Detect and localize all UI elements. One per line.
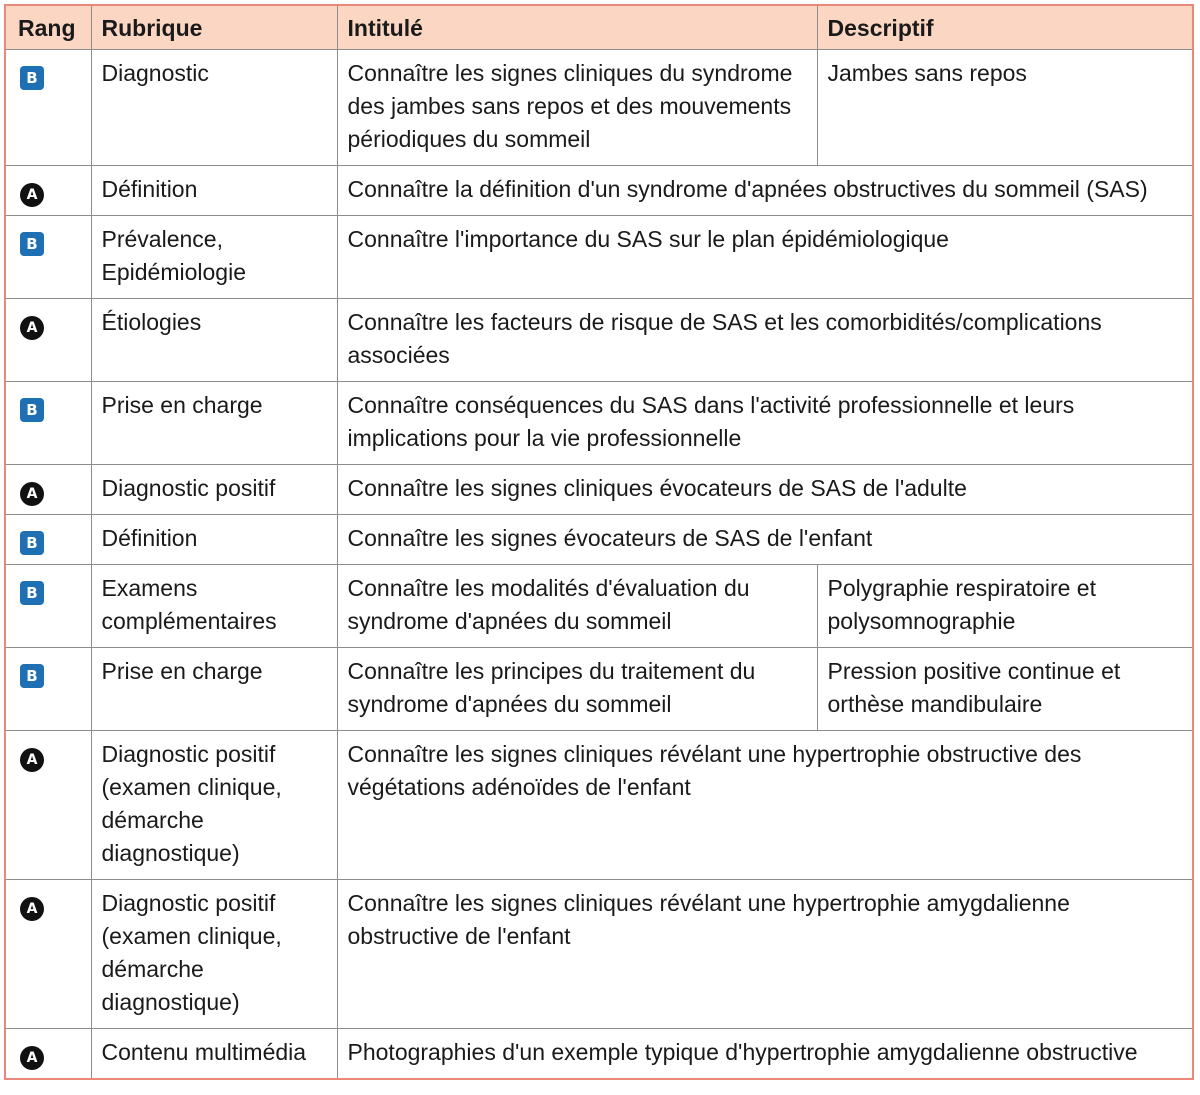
- rang-a-badge-icon: A: [20, 1046, 44, 1070]
- rang-cell: [5, 880, 91, 1029]
- table-body: [5, 50, 1193, 1080]
- rubrique-cell: Prévalence, Epidémiologie: [91, 216, 337, 299]
- rang-cell: [5, 648, 91, 731]
- rubrique-cell: Examens complémentaires: [91, 565, 337, 648]
- rang-cell: [5, 731, 91, 880]
- intitule-cell: Connaître les signes cliniques révélant une hypertrophie obstructive des végétations adénoïdes de l'enfant: [337, 731, 1193, 880]
- table-row: [5, 465, 1193, 515]
- rang-cell: [5, 299, 91, 382]
- table-row: [5, 731, 1193, 880]
- descriptif-cell: Polygraphie respiratoire et polysomnographie: [817, 565, 1193, 648]
- rang-b-badge-icon: B: [20, 232, 44, 256]
- intitule-cell: Connaître les signes cliniques révélant une hypertrophie amygdalienne obstructive de l'enfant: [337, 880, 1193, 1029]
- rubrique-cell: Contenu multimédia: [91, 1029, 337, 1080]
- intitule-cell: Photographies d'un exemple typique d'hypertrophie amygdalienne obstructive: [337, 1029, 1193, 1080]
- objectives-table: [4, 4, 1194, 1080]
- rang-a-badge-icon: A: [20, 316, 44, 340]
- rubrique-cell: Prise en charge: [91, 648, 337, 731]
- rang-cell: [5, 166, 91, 216]
- rang-cell: [5, 50, 91, 166]
- intitule-cell: Connaître conséquences du SAS dans l'activité professionnelle et leurs implications pour la vie professionnelle: [337, 382, 1193, 465]
- table-row: [5, 565, 1193, 648]
- rang-cell: [5, 565, 91, 648]
- rang-a-badge-icon: A: [20, 748, 44, 772]
- table-row: [5, 515, 1193, 565]
- objectives-table-wrapper: [4, 4, 1192, 1080]
- intitule-cell: Connaître les signes évocateurs de SAS de l'enfant: [337, 515, 1193, 565]
- rubrique-cell: Étiologies: [91, 299, 337, 382]
- rang-a-badge-icon: A: [20, 183, 44, 207]
- table-header-row: [5, 5, 1193, 50]
- descriptif-cell: Jambes sans repos: [817, 50, 1193, 166]
- rang-cell: [5, 515, 91, 565]
- table-row: [5, 648, 1193, 731]
- intitule-cell: Connaître l'importance du SAS sur le plan épidémiologique: [337, 216, 1193, 299]
- descriptif-cell: Pression positive continue et orthèse mandibulaire: [817, 648, 1193, 731]
- rang-cell: [5, 216, 91, 299]
- intitule-cell: Connaître les signes cliniques du syndrome des jambes sans repos et des mouvements périodiques du sommeil: [337, 50, 817, 166]
- header-descriptif: Descriptif: [817, 5, 1193, 50]
- rubrique-cell: Diagnostic positif: [91, 465, 337, 515]
- table-row: [5, 299, 1193, 382]
- table-row: [5, 166, 1193, 216]
- rang-b-badge-icon: B: [20, 531, 44, 555]
- rang-a-badge-icon: A: [20, 897, 44, 921]
- intitule-cell: Connaître les signes cliniques évocateurs de SAS de l'adulte: [337, 465, 1193, 515]
- table-row: [5, 216, 1193, 299]
- rang-cell: [5, 465, 91, 515]
- intitule-cell: Connaître les principes du traitement du syndrome d'apnées du sommeil: [337, 648, 817, 731]
- table-row: [5, 382, 1193, 465]
- rang-a-badge-icon: A: [20, 482, 44, 506]
- header-rang: Rang: [5, 5, 91, 50]
- rubrique-cell: Définition: [91, 166, 337, 216]
- intitule-cell: Connaître la définition d'un syndrome d'apnées obstructives du sommeil (SAS): [337, 166, 1193, 216]
- header-rubrique: Rubrique: [91, 5, 337, 50]
- rang-b-badge-icon: B: [20, 581, 44, 605]
- header-intitule: Intitulé: [337, 5, 817, 50]
- rubrique-cell: Définition: [91, 515, 337, 565]
- rubrique-cell: Diagnostic positif (examen clinique, démarche diagnostique): [91, 880, 337, 1029]
- rubrique-cell: Prise en charge: [91, 382, 337, 465]
- rang-cell: [5, 1029, 91, 1080]
- intitule-cell: Connaître les modalités d'évaluation du syndrome d'apnées du sommeil: [337, 565, 817, 648]
- rang-b-badge-icon: B: [20, 398, 44, 422]
- intitule-cell: Connaître les facteurs de risque de SAS et les comorbidités/complications associées: [337, 299, 1193, 382]
- rang-b-badge-icon: B: [20, 664, 44, 688]
- rubrique-cell: Diagnostic: [91, 50, 337, 166]
- rang-cell: [5, 382, 91, 465]
- rubrique-cell: Diagnostic positif (examen clinique, démarche diagnostique): [91, 731, 337, 880]
- rang-b-badge-icon: B: [20, 66, 44, 90]
- table-row: [5, 50, 1193, 166]
- table-row: [5, 880, 1193, 1029]
- table-row: [5, 1029, 1193, 1080]
